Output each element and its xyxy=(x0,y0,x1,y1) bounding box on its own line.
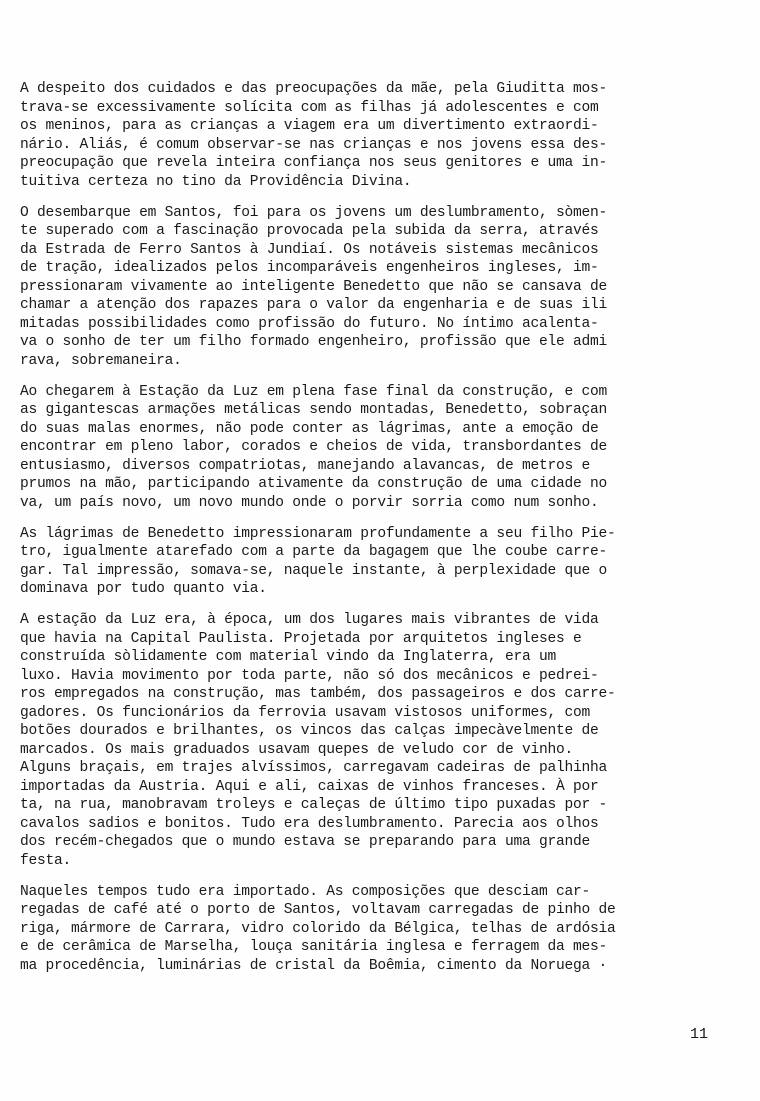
page-number: 11 xyxy=(689,1026,708,1043)
text-line: riga, mármore de Carrara, vidro colorido da Bélgica, telhas de ardósia xyxy=(20,920,616,937)
text-line: Alguns braçais, em trajes alvíssimos, carregavam cadeiras de palhinha xyxy=(20,760,608,776)
text-line: ma procedência, luminárias de cristal da Boêmia, cimento da Noruega · xyxy=(20,957,608,974)
text-line: e de cerâmica de Marselha, louça sanitária inglesa e ferragem da mes- xyxy=(20,939,608,955)
text-line: va, um país novo, um novo mundo onde o porvir sorria como num sonho. xyxy=(20,494,599,511)
text-line: entusiasmo, diversos compatriotas, manejando alavancas, de metros e xyxy=(20,457,591,474)
text-line: de tração, idealizados pelos incomparáveis engenheiros ingleses, im- xyxy=(20,260,599,276)
text-line: da Estrada de Ferro Santos à Jundiaí. Os notáveis sistemas mecânicos xyxy=(20,241,599,258)
text-line: ros empregados na construção, mas também, dos passageiros e dos carre- xyxy=(20,686,616,702)
text-line: regadas de café até o porto de Santos, voltavam carregadas de pinho de xyxy=(20,902,616,918)
text-line: trava-se excessivamente solícita com as filhas já adolescentes e com xyxy=(20,99,599,116)
text-line: mitadas possibilidades como profissão do futuro. No íntimo acalenta- xyxy=(20,315,599,332)
text-line: rava, sobremaneira. xyxy=(20,352,182,369)
paragraph-4 xyxy=(20,525,725,599)
text-line: tuitiva certeza no tino da Providência Divina. xyxy=(20,173,412,190)
text-line: Naqueles tempos tudo era importado. As composições que desciam car- xyxy=(20,883,591,900)
text-line: tro, igualmente atarefado com a parte da bagagem que lhe coube carre- xyxy=(20,544,608,560)
text-line: gar. Tal impressão, somava-se, naquele instante, à perplexidade que o xyxy=(20,562,608,579)
text-line: luxo. Havia movimento por toda parte, não só dos mecânicos e pedrei- xyxy=(20,667,599,684)
text-line: A despeito dos cuidados e das preocupações da mãe, pela Giuditta mos- xyxy=(20,81,608,97)
text-line: va o sonho de ter um filho formado engenheiro, profissão que ele admi xyxy=(20,334,608,350)
text-line: nário. Aliás, é comum observar-se nas crianças e nos jovens essa des- xyxy=(20,136,608,153)
text-line: cavalos sadios e bonitos. Tudo era deslumbramento. Parecia aos olhos xyxy=(20,815,599,832)
text-line: encontrar em pleno labor, corados e cheios de vida, transbordantes de xyxy=(20,439,608,455)
text-line: do suas malas enormes, não pode conter as lágrimas, ante a emoção de xyxy=(20,420,599,437)
paragraph-3 xyxy=(20,383,725,513)
text-line: prumos na mão, participando ativamente da construção de uma cidade no xyxy=(20,476,608,492)
text-line: botões dourados e brilhantes, os vincos das calças impecàvelmente de xyxy=(20,723,599,739)
text-line: chamar a atenção dos rapazes para o valor da engenharia e de suas ili xyxy=(20,297,608,313)
text-line: construída sòlidamente com material vindo da Inglaterra, era um xyxy=(20,649,556,665)
body-text xyxy=(20,80,725,988)
text-line: marcados. Os mais graduados usavam quepes de veludo cor de vinho. xyxy=(20,741,573,758)
paragraph-1 xyxy=(20,80,725,191)
text-line: preocupação que revela inteira confiança nos seus genitores e uma in- xyxy=(20,155,608,171)
text-line: importadas da Austria. Aqui e ali, caixas de vinhos franceses. À por xyxy=(20,778,599,795)
text-line: os meninos, para as crianças a viagem era um divertimento extraordi- xyxy=(20,118,599,134)
paragraph-5 xyxy=(20,611,725,870)
text-line: A estação da Luz era, à época, um dos lugares mais vibrantes de vida xyxy=(20,612,599,628)
text-line: O desembarque em Santos, foi para os jovens um deslumbramento, sòmen- xyxy=(20,204,608,221)
text-line: festa. xyxy=(20,852,72,869)
text-line: te superado com a fascinação provocada pela subida da serra, através xyxy=(20,223,599,239)
text-line: ta, na rua, manobravam troleys e caleças de último tipo puxadas por - xyxy=(20,797,608,813)
text-line: as gigantescas armações metálicas sendo montadas, Benedetto, sobraçan xyxy=(20,402,608,418)
text-line: que havia na Capital Paulista. Projetada por arquitetos ingleses e xyxy=(20,630,582,647)
paragraph-2 xyxy=(20,204,725,371)
text-line: gadores. Os funcionários da ferrovia usavam vistosos uniformes, com xyxy=(20,704,591,721)
text-line: pressionaram vivamente ao inteligente Benedetto que não se cansava de xyxy=(20,278,608,295)
paragraph-6 xyxy=(20,883,725,976)
text-line: As lágrimas de Benedetto impressionaram profundamente a seu filho Pie- xyxy=(20,525,616,542)
text-line: Ao chegarem à Estação da Luz em plena fase final da construção, e com xyxy=(20,383,608,400)
text-line: dominava por tudo quanto via. xyxy=(20,581,267,597)
text-line: dos recém-chegados que o mundo estava se preparando para uma grande xyxy=(20,834,591,850)
